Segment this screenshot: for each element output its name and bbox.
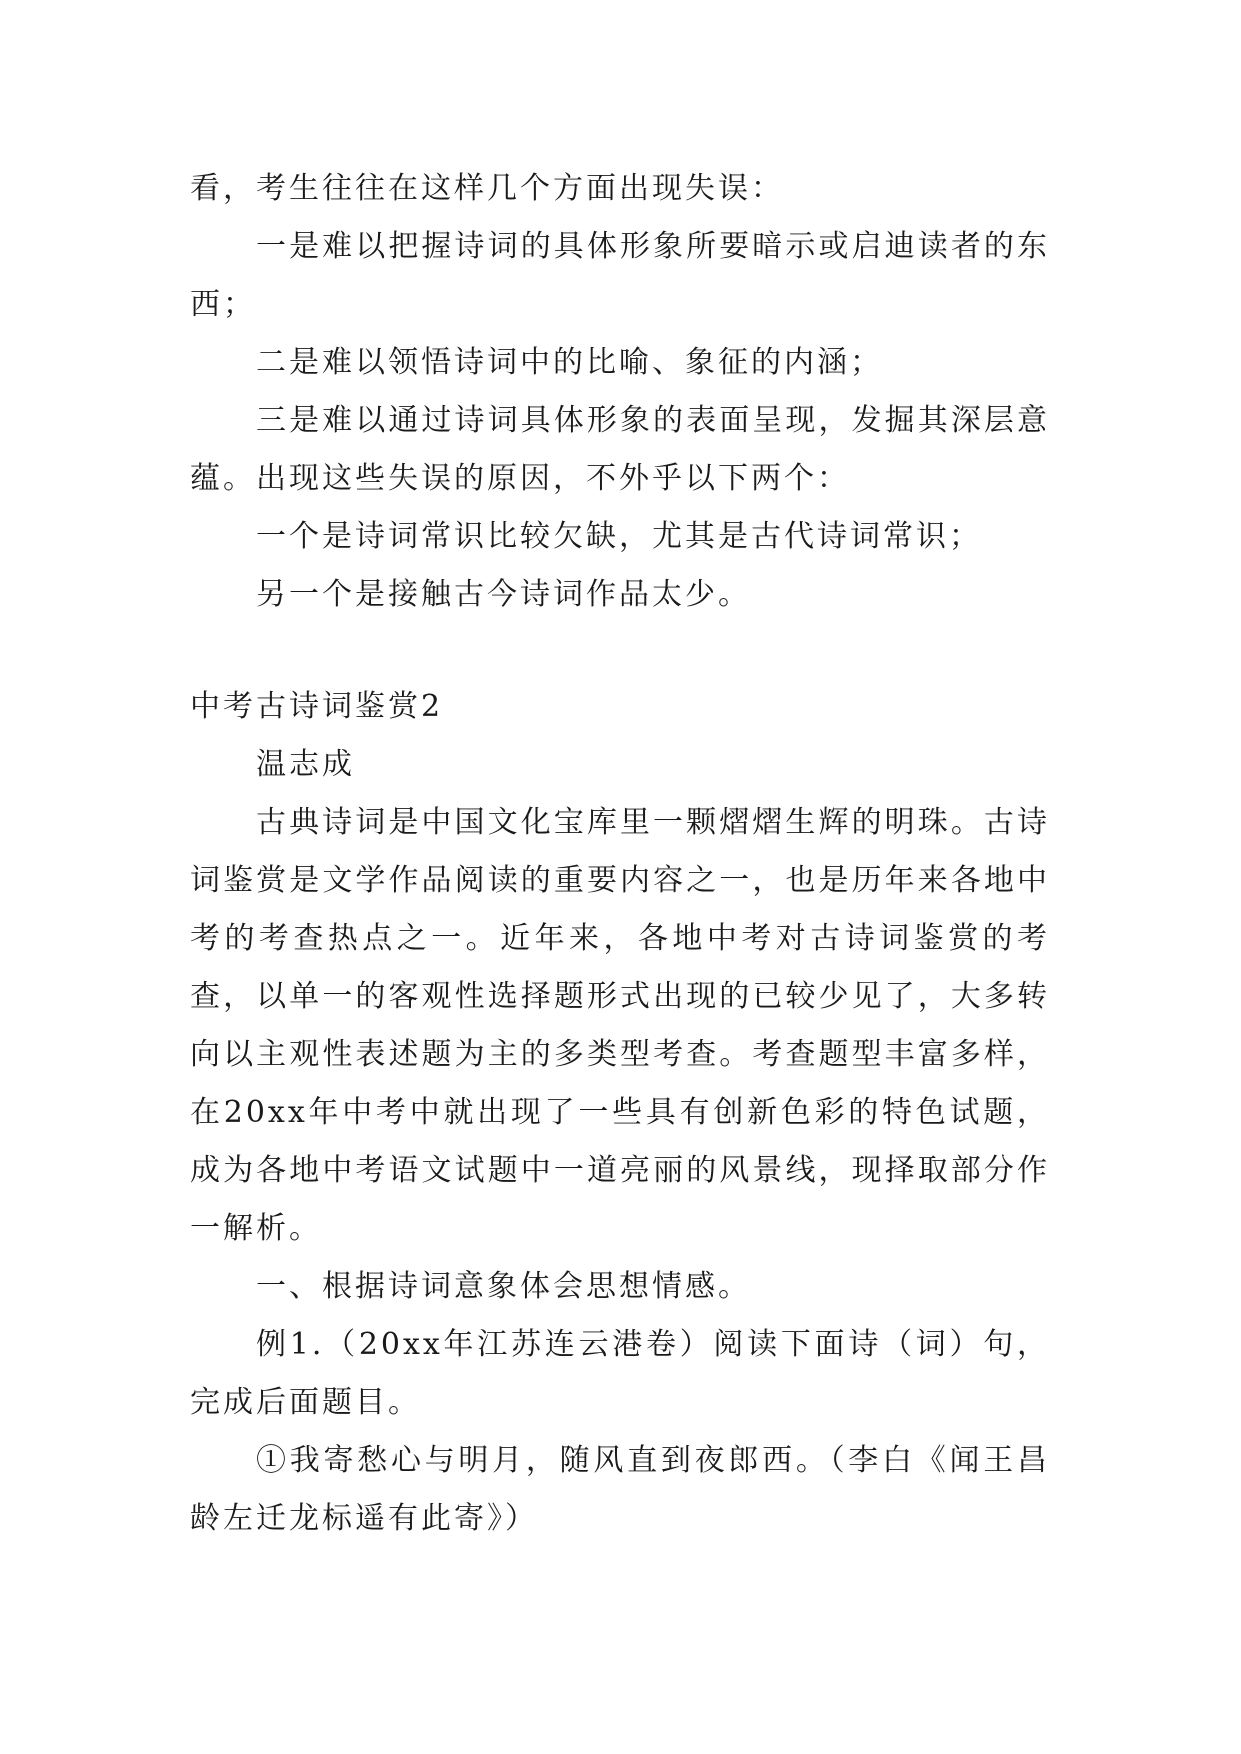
paragraph: ①我寄愁心与明月，随风直到夜郎西。（李白《闻王昌龄左迁龙标遥有此寄》） xyxy=(190,1443,1050,1536)
paragraph: 古典诗词是中国文化宝库里一颗熠熠生辉的明珠。古诗词鉴赏是文学作品阅读的重要内容之一，也是历年来各地中考的考查热点之一。近年来，各地中考对古诗词鉴赏的考查，以单一的客观性选择题形式出现的已较少见了，大多转向以主观性表述题为主的多类型考查。考查题型丰富多样，在20xx年中考中就出现了一些具有创新色彩的特色试题，成为各地中考语文试题中一道亮丽的风景线，现择取部分作一解析。 xyxy=(190,805,1050,1246)
paragraph: 看，考生往往在这样几个方面出现失误： xyxy=(190,171,784,206)
paragraph: 三是难以通过诗词具体形象的表面呈现，发掘其深层意蕴。出现这些失误的原因，不外乎以下两个： xyxy=(190,403,1050,496)
paragraph: 例1.（20xx年江苏连云港卷）阅读下面诗（词）句，完成后面题目。 xyxy=(190,1327,1050,1420)
paragraph: 另一个是接触古今诗词作品太少。 xyxy=(256,577,751,612)
paragraph: 一个是诗词常识比较欠缺，尤其是古代诗词常识； xyxy=(256,519,982,554)
paragraph: 一是难以把握诗词的具体形象所要暗示或启迪读者的东西； xyxy=(190,229,1050,322)
paragraph: 二是难以领悟诗词中的比喻、象征的内涵； xyxy=(256,345,883,380)
section-2-text xyxy=(190,678,1050,1548)
section-title: 中考古诗词鉴赏2 xyxy=(190,689,444,724)
author-name: 温志成 xyxy=(256,747,355,782)
section-1-text xyxy=(190,160,1050,624)
paragraph: 一、根据诗词意象体会思想情感。 xyxy=(256,1269,751,1304)
